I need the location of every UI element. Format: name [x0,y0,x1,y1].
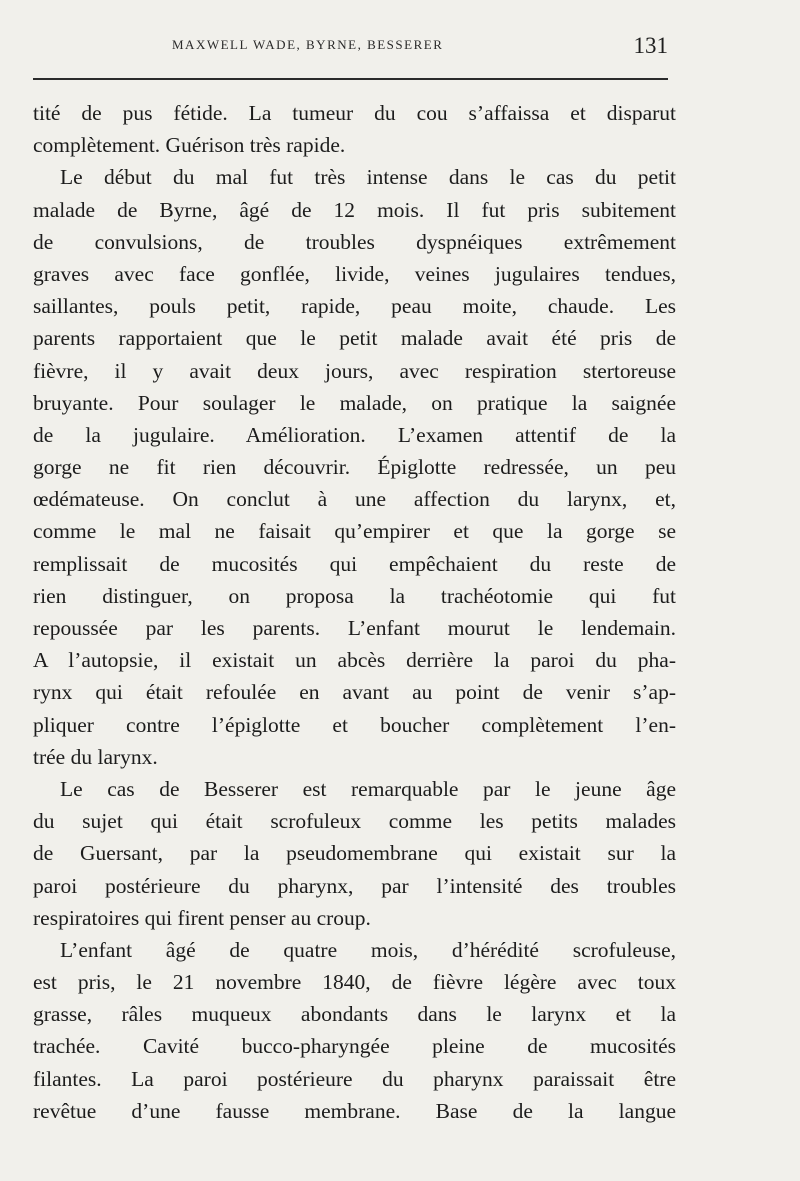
text-line: est pris, le 21 novembre 1840, de fièvre légère avec toux [33,970,676,995]
text-line: remplissait de mucosités qui empêchaient du reste de [33,551,676,576]
header-rule [33,78,668,80]
text-line: œdémateuse. On conclut à une affection du larynx, et, [33,487,676,512]
text-line: rien distinguer, on proposa la trachéotomie qui fut [33,583,676,608]
text-line: trachée. Cavité bucco-pharyngée pleine de mucosités [33,1034,676,1059]
text-line: A l’autopsie, il existait un abcès derrière la paroi du pha- [33,648,676,673]
text-line: malade de Byrne, âgé de 12 mois. Il fut pris subitement [33,197,676,222]
text-line: tité de pus fétide. La tumeur du cou s’affaissa et disparut [33,101,676,125]
text-line: grasse, râles muqueux abondants dans le larynx et la [33,1002,676,1027]
text-line: de Guersant, par la pseudomembrane qui existait sur la [33,841,676,866]
body-text [33,97,676,1127]
text-line: de convulsions, de troubles dyspnéiques extrêmement [33,229,676,254]
text-line: graves avec face gonflée, livide, veines jugulaires tendues, [33,261,676,286]
text-line: complètement. Guérison très rapide. [33,133,346,158]
text-line: pliquer contre l’épiglotte et boucher complètement l’en- [33,712,676,737]
text-line: fièvre, il y avait deux jours, avec respiration stertoreuse [33,358,676,383]
text-line: Le début du mal fut très intense dans le cas du petit [60,165,676,190]
text-line: saillantes, pouls petit, rapide, peau moite, chaude. Les [33,294,676,319]
text-line: parents rapportaient que le petit malade avait été pris de [33,326,676,351]
text-line: du sujet qui était scrofuleux comme les petits malades [33,809,676,834]
text-line: L’enfant âgé de quatre mois, d’hérédité scrofuleuse, [60,937,676,962]
text-line: trée du larynx. [33,744,158,769]
text-line: paroi postérieure du pharynx, par l’intensité des troubles [33,873,676,898]
page-number: 131 [633,33,668,58]
text-line: rynx qui était refoulée en avant au point de venir s’ap- [33,680,676,705]
text-line: de la jugulaire. Amélioration. L’examen attentif de la [33,422,676,447]
text-line: respiratoires qui firent penser au croup. [33,905,371,930]
running-title: MAXWELL WADE, BYRNE, BESSERER [172,37,444,52]
text-line: repoussée par les parents. L’enfant mourut le lendemain. [33,616,676,640]
running-head [172,33,668,63]
text-line: revêtue d’une fausse membrane. Base de la langue [33,1098,676,1123]
text-line: bruyante. Pour soulager le malade, on pratique la saignée [33,390,676,415]
text-line: filantes. La paroi postérieure du pharynx paraissait être [33,1066,676,1091]
text-line: gorge ne fit rien découvrir. Épiglotte redressée, un peu [33,455,676,480]
text-line: Le cas de Besserer est remarquable par le jeune âge [60,776,676,801]
text-line: comme le mal ne faisait qu’empirer et que la gorge se [33,519,676,544]
